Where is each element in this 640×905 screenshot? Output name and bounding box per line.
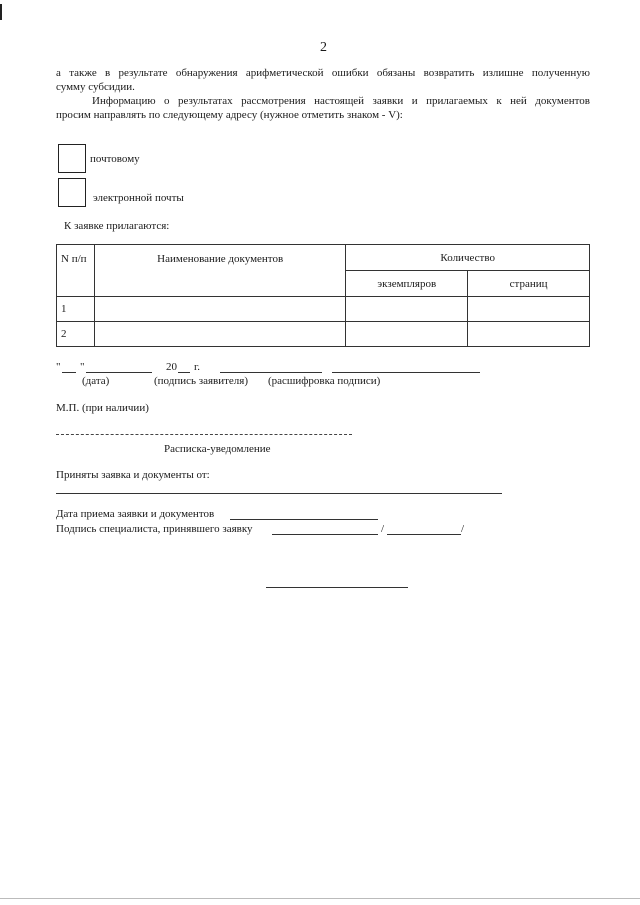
- date-quote-close: ": [80, 361, 85, 373]
- intro-line-1: а также в результате обнаружения арифметической ошибки обязаны возвратить излишне полученную: [56, 67, 590, 79]
- attachments-label: К заявке прилагаются:: [64, 220, 170, 232]
- signature-decode-line[interactable]: [332, 372, 480, 373]
- row-pages[interactable]: [468, 322, 590, 347]
- date-day-line[interactable]: [62, 372, 76, 373]
- scan-edge-mark: [0, 4, 2, 20]
- intro-line-3: Информацию о результатах рассмотрения настоящей заявки и прилагаемых к ней документов: [92, 95, 590, 107]
- date-year-prefix: 20: [166, 361, 177, 373]
- page-number: 2: [320, 40, 327, 55]
- row-name[interactable]: [94, 297, 345, 322]
- intro-line-4: просим направлять по следующему адресу (нужное отметить знаком - V):: [56, 109, 403, 121]
- signature-line[interactable]: [220, 372, 322, 373]
- table-header-row: [57, 245, 590, 271]
- date-caption: (дата): [82, 375, 110, 387]
- row-num: 1: [57, 297, 95, 322]
- row-copies[interactable]: [346, 322, 468, 347]
- accepted-from-label: Приняты заявка и документы от:: [56, 469, 210, 481]
- stamp-label: М.П. (при наличии): [56, 402, 149, 414]
- postal-checkbox[interactable]: [58, 144, 86, 173]
- cut-line: [56, 434, 352, 435]
- row-num: 2: [57, 322, 95, 347]
- date-month-line[interactable]: [86, 372, 152, 373]
- slash-1: /: [381, 523, 385, 535]
- specialist-signature-label: Подпись специалиста, принявшего заявку: [56, 523, 253, 535]
- sign-caption: (подпись заявителя): [154, 375, 249, 387]
- header-name: Наименование документов: [94, 245, 345, 297]
- row-copies[interactable]: [346, 297, 468, 322]
- slash-2: /: [461, 523, 465, 535]
- intro-line-2: сумму субсидии.: [56, 81, 135, 93]
- row-name[interactable]: [94, 322, 345, 347]
- receipt-title: Расписка-уведомление: [164, 443, 271, 455]
- specialist-signature-line[interactable]: [272, 534, 378, 535]
- header-pages: страниц: [468, 271, 590, 297]
- closing-rule: [266, 587, 408, 588]
- table-row: [57, 322, 590, 347]
- table-row: [57, 297, 590, 322]
- specialist-name-line[interactable]: [387, 534, 461, 535]
- postal-option-label: почтовому: [90, 153, 140, 165]
- date-year-line[interactable]: [178, 372, 190, 373]
- date-quote-open: ": [56, 361, 61, 373]
- header-num: N п/п: [57, 245, 95, 297]
- receipt-date-line[interactable]: [230, 519, 378, 520]
- receipt-date-label: Дата приема заявки и документов: [56, 508, 215, 520]
- email-checkbox[interactable]: [58, 178, 86, 207]
- date-year-suffix: г.: [194, 361, 201, 373]
- intro-paragraph: [56, 66, 590, 122]
- header-quantity: Количество: [346, 245, 590, 271]
- documents-table: [56, 244, 590, 347]
- row-pages[interactable]: [468, 297, 590, 322]
- scan-bottom-edge: [0, 898, 640, 899]
- header-copies: экземпляров: [346, 271, 468, 297]
- decode-caption: (расшифровка подписи): [268, 375, 381, 387]
- accepted-from-line[interactable]: [56, 493, 502, 494]
- email-option-label: электронной почты: [93, 192, 184, 204]
